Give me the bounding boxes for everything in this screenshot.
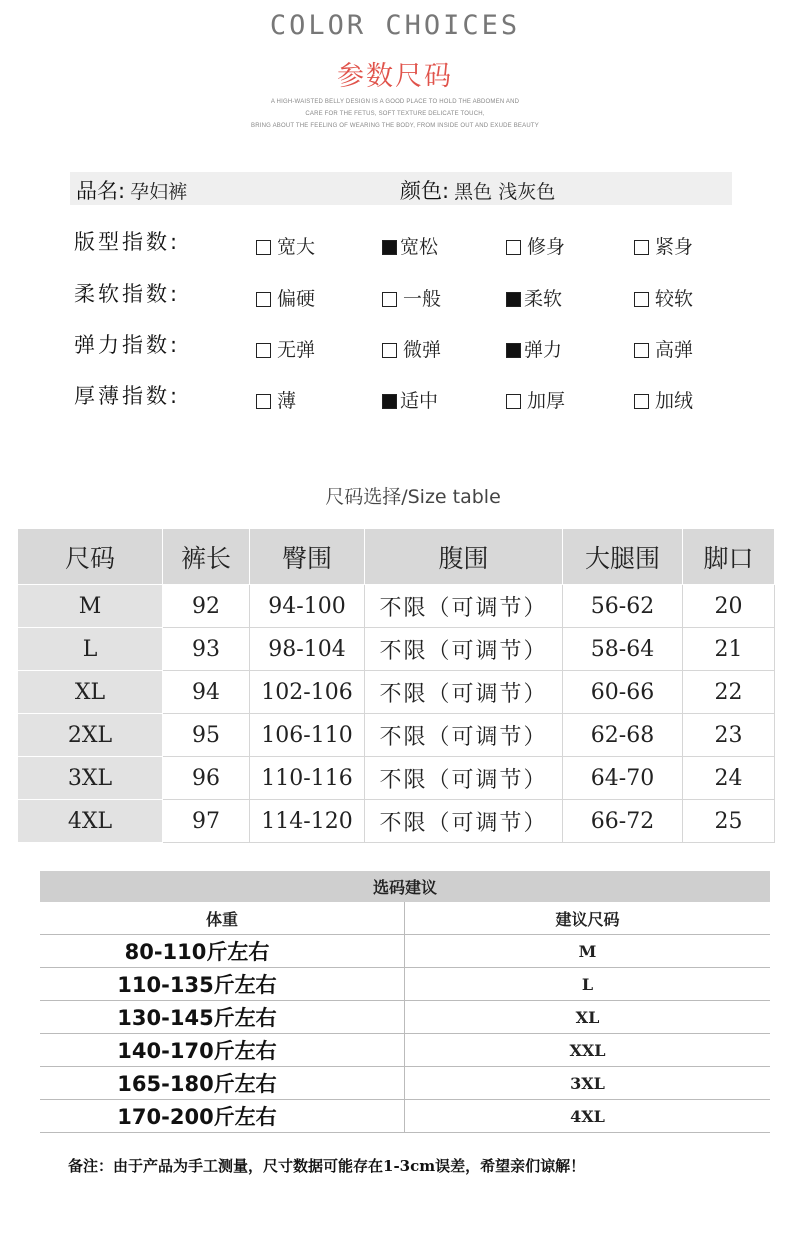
- index-label: 厚薄指数:: [74, 384, 181, 408]
- size-header-size: 尺码: [18, 529, 163, 585]
- size-table-cell: 56-62: [563, 585, 683, 628]
- size-table-header-row: [18, 529, 775, 585]
- unchecked-box-icon: [256, 343, 271, 358]
- size-table-cell: 不限（可调节）: [365, 757, 563, 800]
- index-option-label: 宽大: [277, 236, 316, 258]
- size-table-cell: 114-120: [250, 800, 365, 843]
- product-name-value: 孕妇裤: [130, 181, 188, 203]
- size-table-cell: 95: [163, 714, 250, 757]
- index-label: 版型指数:: [74, 230, 181, 254]
- size-header-hem: 脚口: [683, 529, 775, 585]
- size-table-cell: 92: [163, 585, 250, 628]
- size-table-row: [18, 757, 775, 800]
- recommend-weight: 165-180斤左右: [40, 1067, 405, 1100]
- size-table-cell: 不限（可调节）: [365, 585, 563, 628]
- index-option: [382, 284, 441, 311]
- size-table-cell: 94-100: [250, 585, 365, 628]
- size-table-cell: 22: [683, 671, 775, 714]
- unchecked-box-icon: [506, 240, 521, 255]
- size-table-cell: 2XL: [18, 714, 163, 757]
- size-table-cell: 不限（可调节）: [365, 714, 563, 757]
- size-table-title: 尺码选择/Size table: [325, 486, 501, 508]
- index-option-label: 柔软: [524, 288, 563, 310]
- size-table-cell: 不限（可调节）: [365, 800, 563, 843]
- size-table-cell: 23: [683, 714, 775, 757]
- size-table-cell: 4XL: [18, 800, 163, 843]
- size-table-cell: L: [18, 628, 163, 671]
- size-table-cell: 102-106: [250, 671, 365, 714]
- product-name-label: 品名:: [76, 179, 126, 203]
- checked-box-icon: [382, 240, 397, 255]
- recommend-table: [40, 871, 770, 1133]
- size-header-length: 裤长: [163, 529, 250, 585]
- index-option: [634, 386, 693, 413]
- recommend-row: [40, 1034, 770, 1067]
- index-label: 弹力指数:: [74, 333, 181, 357]
- size-table-cell: 97: [163, 800, 250, 843]
- index-option-label: 修身: [527, 236, 566, 258]
- unchecked-box-icon: [256, 292, 271, 307]
- size-table-cell: 98-104: [250, 628, 365, 671]
- size-table-row: [18, 800, 775, 843]
- unchecked-box-icon: [382, 343, 397, 358]
- index-option-label: 紧身: [655, 236, 694, 258]
- unchecked-box-icon: [634, 394, 649, 409]
- size-table-cell: 3XL: [18, 757, 163, 800]
- size-table-cell: 25: [683, 800, 775, 843]
- measurement-note: 备注：由于产品为手工测量，尺寸数据可能存在1-3cm误差，希望亲们谅解！: [68, 1157, 586, 1175]
- index-option: [256, 335, 315, 362]
- product-color: [400, 175, 555, 205]
- unchecked-box-icon: [506, 394, 521, 409]
- index-option: [382, 335, 441, 362]
- index-option: [382, 232, 438, 259]
- recommend-row: [40, 935, 770, 968]
- header-title-cn: 参数尺码: [337, 61, 453, 92]
- recommend-size: 3XL: [405, 1067, 771, 1100]
- tagline-line-3: BRING ABOUT THE FEELING OF WEARING THE BODY, FROM INSIDE OUT AND EXUDE BEAUTY: [251, 123, 539, 129]
- size-table-cell: 20: [683, 585, 775, 628]
- size-table-cell: 58-64: [563, 628, 683, 671]
- size-table-row: [18, 714, 775, 757]
- header-title-en: COLOR CHOICES: [269, 10, 521, 41]
- size-table-cell: 24: [683, 757, 775, 800]
- index-label: 柔软指数:: [74, 282, 181, 306]
- index-option-label: 弹力: [524, 339, 563, 361]
- unchecked-box-icon: [634, 343, 649, 358]
- unchecked-box-icon: [256, 240, 271, 255]
- index-option: [634, 284, 693, 311]
- recommend-weight: 110-135斤左右: [40, 968, 405, 1001]
- tagline-line-2: CARE FOR THE FETUS, SOFT TEXTURE DELICATE TOUCH,: [305, 111, 485, 117]
- index-option: [256, 284, 315, 311]
- unchecked-box-icon: [382, 292, 397, 307]
- index-option-label: 较软: [655, 288, 694, 310]
- index-option: [506, 232, 565, 259]
- size-table-row: [18, 628, 775, 671]
- recommend-size: M: [405, 935, 771, 968]
- product-name: [76, 175, 187, 205]
- index-option: [506, 386, 565, 413]
- checked-box-icon: [506, 343, 521, 358]
- size-table-cell: 66-72: [563, 800, 683, 843]
- index-option: [506, 335, 562, 362]
- recommend-weight: 80-110斤左右: [40, 935, 405, 968]
- checked-box-icon: [506, 292, 521, 307]
- size-table-row: [18, 671, 775, 714]
- unchecked-box-icon: [634, 292, 649, 307]
- recommend-title: 选码建议: [40, 871, 770, 902]
- recommend-weight: 140-170斤左右: [40, 1034, 405, 1067]
- size-table-cell: 不限（可调节）: [365, 671, 563, 714]
- size-table-cell: 96: [163, 757, 250, 800]
- index-option-label: 加绒: [655, 390, 694, 412]
- size-header-waist: 腹围: [365, 529, 563, 585]
- index-option: [256, 386, 296, 413]
- size-table-row: [18, 585, 775, 628]
- unchecked-box-icon: [634, 240, 649, 255]
- index-option: [506, 284, 562, 311]
- index-option-label: 无弹: [277, 339, 316, 361]
- recommend-header-size: 建议尺码: [405, 902, 771, 935]
- checked-box-icon: [382, 394, 397, 409]
- recommend-size: XXL: [405, 1034, 771, 1067]
- recommend-size: L: [405, 968, 771, 1001]
- index-option: [256, 232, 315, 259]
- tagline-line-1: A HIGH-WAISTED BELLY DESIGN IS A GOOD PLACE TO HOLD THE ABDOMEN AND: [270, 99, 520, 105]
- index-option: [634, 232, 693, 259]
- index-option-label: 微弹: [403, 339, 442, 361]
- size-table-cell: 110-116: [250, 757, 365, 800]
- size-table-cell: 94: [163, 671, 250, 714]
- index-option: [382, 386, 438, 413]
- size-header-thigh: 大腿围: [563, 529, 683, 585]
- size-table-cell: XL: [18, 671, 163, 714]
- recommend-row: [40, 1001, 770, 1034]
- index-option-label: 偏硬: [277, 288, 316, 310]
- size-table-cell: 106-110: [250, 714, 365, 757]
- recommend-weight: 130-145斤左右: [40, 1001, 405, 1034]
- size-table-cell: 60-66: [563, 671, 683, 714]
- index-option-label: 一般: [403, 288, 442, 310]
- index-option-label: 高弹: [655, 339, 694, 361]
- size-table-cell: 不限（可调节）: [365, 628, 563, 671]
- index-option-label: 加厚: [527, 390, 566, 412]
- size-table-cell: 93: [163, 628, 250, 671]
- product-color-value: 黑色 浅灰色: [454, 181, 556, 203]
- size-table-cell: 64-70: [563, 757, 683, 800]
- size-table-cell: 62-68: [563, 714, 683, 757]
- index-option-label: 薄: [277, 390, 297, 412]
- product-info-bar: [70, 172, 732, 205]
- size-header-hip: 臀围: [250, 529, 365, 585]
- size-table: [17, 528, 775, 843]
- size-table-cell: M: [18, 585, 163, 628]
- recommend-header-weight: 体重: [40, 902, 405, 935]
- recommend-weight: 170-200斤左右: [40, 1100, 405, 1133]
- product-color-label: 颜色:: [400, 179, 450, 203]
- index-option-label: 宽松: [400, 236, 439, 258]
- size-table-cell: 21: [683, 628, 775, 671]
- recommend-row: [40, 1067, 770, 1100]
- index-option-label: 适中: [400, 390, 439, 412]
- index-option: [634, 335, 693, 362]
- unchecked-box-icon: [256, 394, 271, 409]
- recommend-size: XL: [405, 1001, 771, 1034]
- recommend-row: [40, 968, 770, 1001]
- recommend-row: [40, 1100, 770, 1133]
- recommend-size: 4XL: [405, 1100, 771, 1133]
